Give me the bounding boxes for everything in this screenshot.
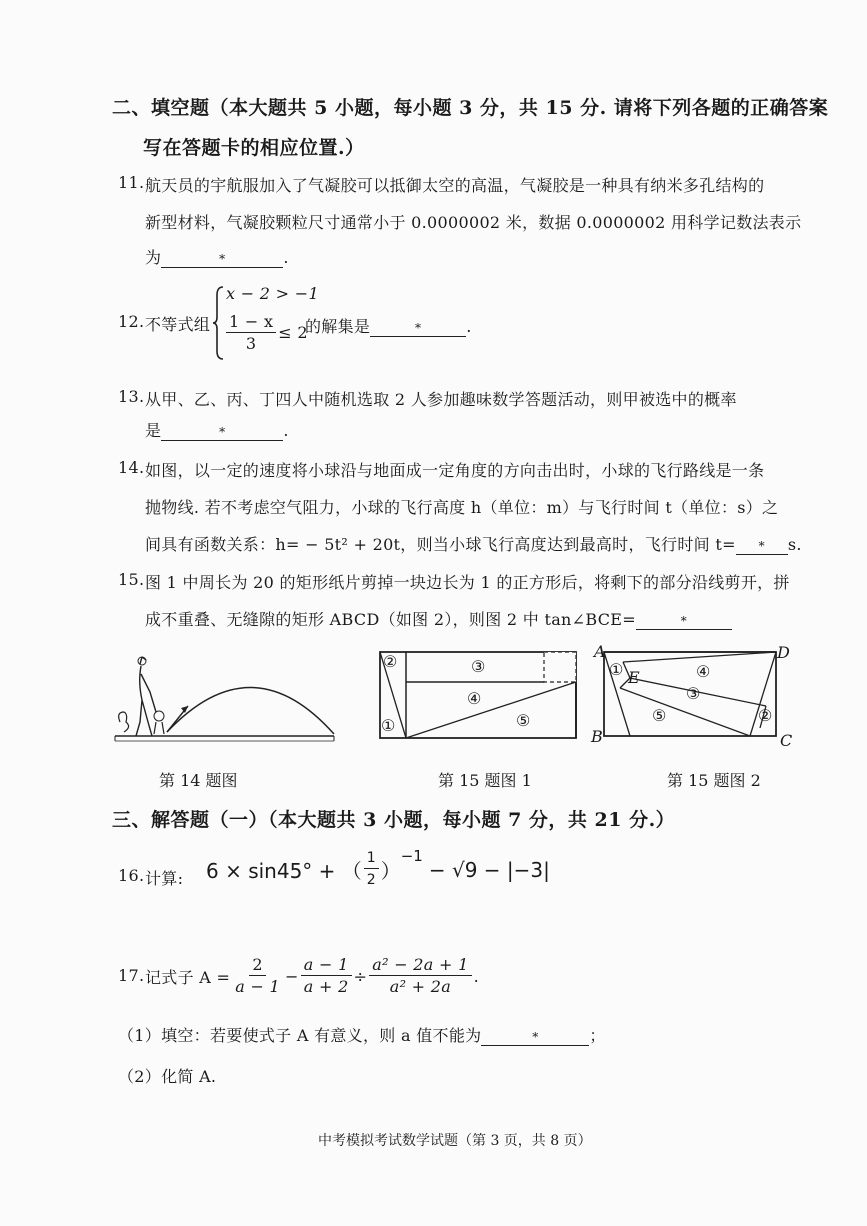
- q16-expression: 6 × sin45° + （ $\frac{1}{2}$ ） $^{-1}$ − √9 − |−3|: [206, 846, 550, 888]
- q15-answer-blank[interactable]: *: [636, 611, 732, 630]
- fig15-2-label-5: ⑤: [652, 706, 667, 725]
- fig15-1-label-1: ①: [381, 716, 396, 735]
- q11-line2: 新型材料，气凝胶颗粒尺寸通常小于 0.0000002 米，数据 0.0000002 用科学记数法表示: [145, 213, 802, 232]
- q13-line2: 是 * .: [145, 421, 289, 440]
- q12-prefix: 不等式组: [145, 315, 211, 334]
- fig15-2-label-3: ③: [686, 684, 701, 703]
- q17-answer-blank[interactable]: *: [481, 1027, 589, 1046]
- fig15-2-vertex-B: B: [591, 727, 603, 746]
- fig15-2-label-1: ①: [609, 660, 624, 679]
- figure-14: [112, 652, 337, 752]
- q17-part1: （1）填空：若要使式子 A 有意义，则 a 值不能为 * ；: [118, 1026, 606, 1045]
- section2-heading-line1: 二、填空题（本大题共 5 小题，每小题 3 分，共 15 分. 请将下列各题的正确答案: [112, 97, 829, 119]
- q13-line1: 从甲、乙、丙、丁四人中随机选取 2 人参加趣味数学答题活动，则甲被选中的概率: [145, 390, 737, 409]
- q13-number: 13.: [118, 387, 145, 406]
- q14-answer-blank[interactable]: *: [736, 536, 788, 555]
- q17-part2: （2）化简 A.: [118, 1067, 217, 1086]
- page-footer: 中考模拟考试数学试题（第 3 页，共 8 页）: [318, 1133, 592, 1149]
- q12-brace: [212, 285, 224, 361]
- q16-prefix: 计算:: [145, 869, 184, 888]
- figure-15-2-caption: 第 15 题图 2: [667, 771, 761, 790]
- q14-number: 14.: [118, 458, 145, 477]
- q12-answer-blank[interactable]: *: [370, 318, 466, 337]
- fig15-2-label-2: ②: [758, 706, 773, 725]
- fig15-2-vertex-E: E: [628, 668, 640, 687]
- q15-line2: 成不重叠、无缝隙的矩形 ABCD（如图 2），则图 2 中 tan∠BCE= *: [145, 607, 732, 630]
- q12-suffix: 的解集是 * .: [305, 317, 472, 336]
- q17-expression: 记式子 A = $\frac{2}{a - 1}$ − $\frac{a - 1}{a + 2}$ ÷ $\frac{\text{a² − 2a + 1}}{\text{a² + 2a}}$ .: [145, 954, 479, 996]
- fig15-2-vertex-D: D: [777, 643, 790, 662]
- q11-line3: 为 * .: [145, 248, 289, 267]
- q12-inequality-1: x − 2 > −1: [226, 284, 319, 303]
- fig15-2-vertex-A: A: [594, 642, 606, 661]
- q14-line3: 间具有函数关系：h= − 5t² + 20t，则当小球飞行高度达到最高时，飞行时间 t= * s.: [145, 535, 802, 554]
- q12-inequality-2: $\frac{1 - x}{3}$ ≤ 2: [226, 312, 308, 355]
- q14-line1: 如图，以一定的速度将小球沿与地面成一定角度的方向击出时，小球的飞行路线是一条: [145, 461, 765, 480]
- q11-number: 11.: [118, 173, 145, 192]
- q13-answer-blank[interactable]: *: [161, 422, 283, 441]
- q15-number: 15.: [118, 570, 145, 589]
- q12-number: 12.: [118, 312, 145, 331]
- q11-line1: 航天员的宇航服加入了气凝胶可以抵御太空的高温，气凝胶是一种具有纳米多孔结构的: [145, 176, 765, 195]
- fig15-1-label-5: ⑤: [516, 711, 531, 730]
- fig15-2-label-4: ④: [696, 662, 711, 681]
- fig15-1-label-3: ③: [471, 657, 486, 676]
- fig15-2-vertex-C: C: [780, 731, 793, 750]
- fig15-1-label-2: ②: [383, 652, 398, 671]
- q15-line1: 图 1 中周长为 20 的矩形纸片剪掉一块边长为 1 的正方形后，将剩下的部分沿线剪开，拼: [145, 573, 790, 592]
- section3-heading: 三、解答题（一）（本大题共 3 小题，每小题 7 分，共 21 分.）: [112, 809, 676, 831]
- fig15-1-label-4: ④: [467, 689, 482, 708]
- section2-heading-line2: 写在答题卡的相应位置.）: [143, 137, 365, 159]
- figure-14-caption: 第 14 题图: [159, 771, 238, 790]
- figure-15-1-caption: 第 15 题图 1: [438, 771, 532, 790]
- q11-answer-blank[interactable]: *: [161, 249, 283, 268]
- q17-number: 17.: [118, 966, 145, 985]
- q16-number: 16.: [118, 866, 145, 885]
- q14-line2: 抛物线. 若不考虑空气阻力，小球的飞行高度 h（单位：m）与飞行时间 t（单位：s）之: [145, 498, 779, 517]
